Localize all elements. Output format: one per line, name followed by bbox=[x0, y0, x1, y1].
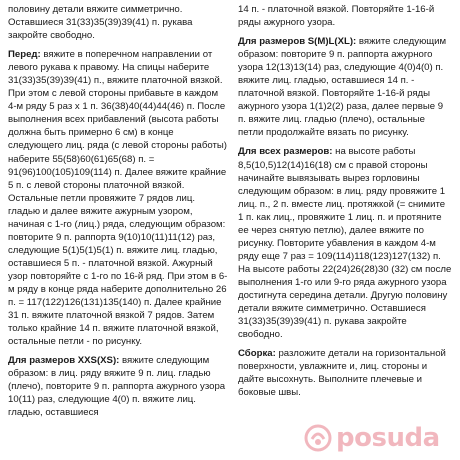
left-column bbox=[8, 3, 228, 460]
paragraph-text: 14 п. - платочной вязкой. Повторяйте 1-16-й ряды ажурного узора. bbox=[238, 4, 435, 29]
section-heading-all-sizes: Для всех размеров: bbox=[238, 146, 333, 158]
paragraph-sizes-s-m-l-xl bbox=[238, 35, 452, 139]
section-heading-assembly: Сборка: bbox=[238, 348, 276, 360]
paragraph-text: на высоте работы 8,5(10,5)12(14)16(18) см с правой стороны начинайте вывязывать вырез горловины следующим образом: в лиц. ряду провяжите 1 лиц. п., 2 п. вместе лиц. протяжкой (= снимите 1 п. как лиц., провяжите 1 лиц. п. и протяните ее через снятую петлю), далее вяжите по рисунку. Повторите убавления в каждом 4-м ряду еще 7 раз = 109(114)118(123)127(132) п. На высоте работы 22(24)26(28)30 (32) см после выполнения 1-го или 9-го ряда ажурного узора достигнута середина детали. Другую половину детали вяжите симметрично. Оставшиеся 31(33)35(39)39(41) п. рукава закройте свободно. bbox=[238, 146, 452, 341]
paragraph-sizes-xxs-xs bbox=[8, 354, 228, 419]
paragraph-sleeve-end bbox=[8, 3, 228, 42]
paragraph-text: вяжите в поперечном направлении от левого рукава к правому. На спицы наберите 31(33)35(39)39(41) п., вяжите платочной вязкой. При этом с левой стороны прибавьте в каждом 4-м ряду 5 раз х 1 п. 36(38)40(44)44(46) п. После выполнения всех прибавлений (высота работы должна быть примерно 6 см) в конце следующего лиц. ряда (с левой стороны работы) наберите 55(58)60(61)65(68) п. = 91(96)100(105)109(114) п. Далее вяжите крайние 5 п. с левой стороны платочной вязкой. Остальные петли провяжите 7 рядов лиц. гладью и далее вяжите ажурным узором, начиная с 1-го (лиц.) ряда, следующим образом: повторите 9 п. раппорта 9(10)10(11)11(12) раз, следующие 5(1)5(1)5(1) п. вяжите лиц. гладью, оставшиеся 5 п. - платочной вязкой. Ажурный узор повторяйте с 1-го по 16-й ряд. При этом в 6-м ряду в конце ряда наберите дополнительно 26 п. = 117(122)126(131)135(140) п. Далее крайние 31 п. вяжите платочной вязкой 7 рядов. Затем только крайние 14 п. вяжите платочной вязкой, остальные петли - по рисунку. bbox=[8, 49, 228, 348]
paragraph-text: половину детали вяжите симметрично. Оставшиеся 31(33)35(39)39(41) п. рукава закройте свободно. bbox=[8, 4, 193, 42]
paragraph-continuation bbox=[238, 3, 452, 29]
section-heading-front: Перед: bbox=[8, 49, 41, 61]
paragraph-text: вяжите следующим образом: в лиц. ряду вяжите 9 п. лиц. гладью (плечо), повторите 9 п. раппорта ажурного узора 10(11) раз, следующие 4(0) п. вяжите лиц. гладью, оставшиеся bbox=[8, 355, 226, 419]
section-heading-sizes-xxs-xs: Для размеров XXS(XS): bbox=[8, 355, 120, 367]
section-heading-sizes-s-m-l-xl: Для размеров S(M)L(XL): bbox=[238, 36, 357, 48]
paragraph-all-sizes bbox=[238, 145, 452, 341]
paragraph-front bbox=[8, 48, 228, 348]
right-column bbox=[238, 3, 452, 460]
paragraph-assembly bbox=[238, 347, 452, 399]
paragraph-text: разложите детали на горизонтальной поверхности, увлажните и, лиц. стороны и дайте высохнуть. Выполните плечевые и боковые швы. bbox=[238, 348, 446, 399]
watermark-text: posuda bbox=[336, 423, 440, 453]
paragraph-text: вяжите следующим образом: повторите 9 п. раппорта ажурного узора 12(13)13(14) раз, следующие 4(0)4(0) п. вяжите лиц. гладью, оставшиеся 14 п. - платочной вязкой. Повторяйте 1-16-й ряды ажурного узора 1(1)2(2) раза, далее первые 9 п. вяжите лиц. гладью (плечо), остальные петли продолжайте вязать по рисунку. bbox=[238, 36, 447, 139]
